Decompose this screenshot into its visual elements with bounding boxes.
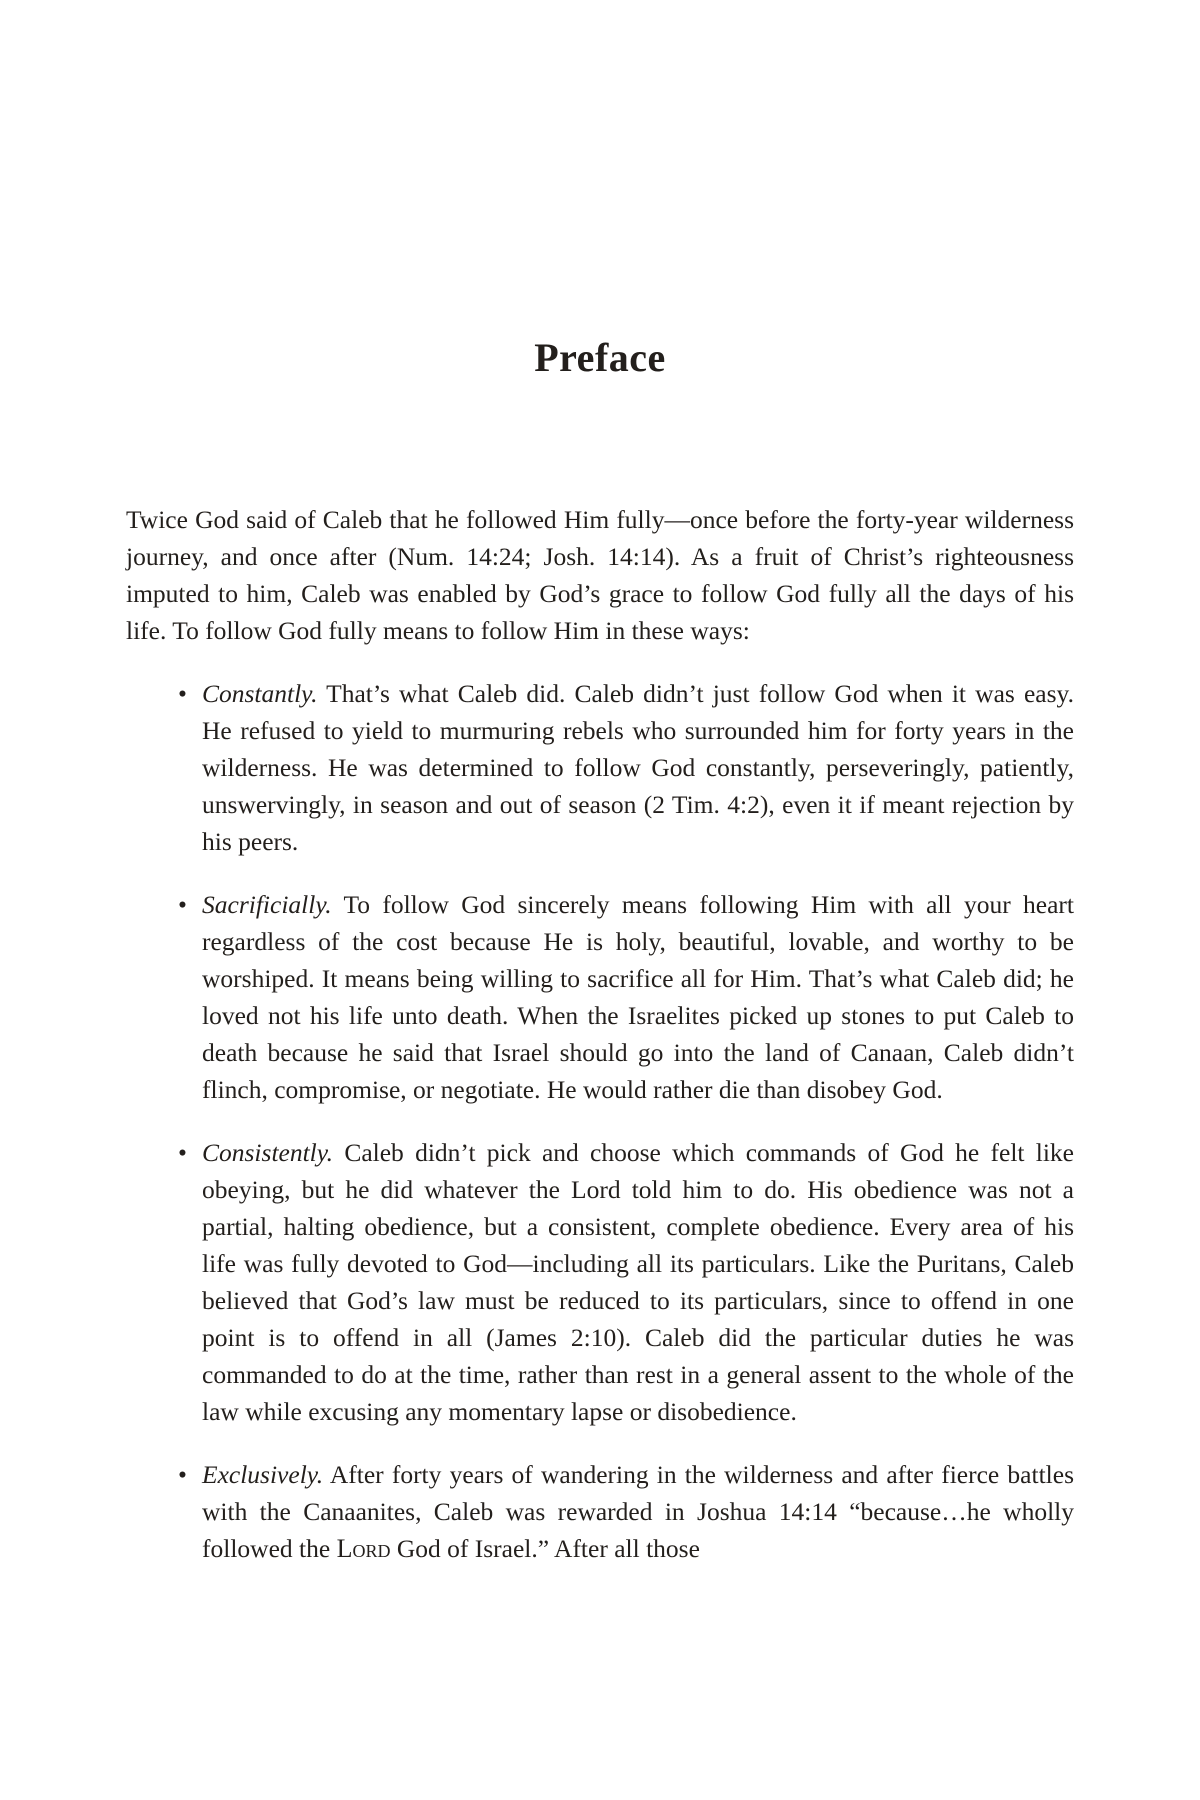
list-item [126,1456,1074,1567]
list-item-text-after: God of Israel.” After all those [390,1534,700,1563]
list-item-text: That’s what Caleb did. Caleb didn’t just follow God when it was easy. He refused to yield to murmuring rebels who surrounded him for forty years in the wilderness. He was determined to follow God constantly, perseveringly, patiently, unswervingly, in season and out of season (2 Tim. 4:2), even it if meant rejection by his peers. [202,679,1074,856]
list-item-text: Caleb didn’t pick and choose which commands of God he felt like obeying, but he did whatever the Lord told him to do. His obedience was not a partial, halting obedience, but a consistent, complete obedience. Every area of his life was fully devoted to God—including all its particulars. Like the Puritans, Caleb believed that God’s law must be reduced to its particulars, since to offend in one point is to offend in all (James 2:10). Caleb did the particular duties he was commanded to do at the time, rather than rest in a general assent to the whole of the law while excusing any momentary lapse or disobedience. [202,1138,1074,1426]
list-item-term: Consistently. [202,1138,334,1167]
page-content [126,0,1074,1567]
follow-god-list [126,675,1074,1567]
body-block [126,501,1074,1567]
intro-paragraph: Twice God said of Caleb that he followed Him fully—once before the forty-year wilderness journey, and once after (Num. 14:24; Josh. 14:14). As a fruit of Christ’s righteousness imputed to him, Caleb was enabled by God’s grace to follow God fully all the days of his life. To follow God fully means to follow Him in these ways: [126,505,1074,645]
list-item [126,675,1074,860]
bullet-icon: • [178,890,187,919]
list-item-term: Sacrificially. [202,890,332,919]
page-title: Preface [534,335,666,380]
list-item-text: To follow God sincerely means following Him with all your heart regardless of the cost because He is holy, beautiful, lovable, and worthy to be worshiped. It means being willing to sacrifice all for Him. That’s what Caleb did; he loved not his life unto death. When the Israelites picked up stones to put Caleb to death because he said that Israel should go into the land of Canaan, Caleb didn’t flinch, compromise, or negotiate. He would rather die than disobey God. [202,890,1074,1104]
list-item-term: Exclusively. [202,1460,324,1489]
divine-name-smallcaps: Lord [336,1534,391,1563]
bullet-icon: • [178,679,187,708]
bullet-icon: • [178,1138,187,1167]
bullet-icon: • [178,1460,187,1489]
list-item [126,886,1074,1108]
list-item-term: Constantly. [202,679,318,708]
list-item [126,1134,1074,1430]
list-item-text-before: After forty years of wandering in the wilderness and after fierce battles with the Canaanites, Caleb was rewarded in Joshua 14:14 “because…he wholly followed the [202,1460,1074,1563]
